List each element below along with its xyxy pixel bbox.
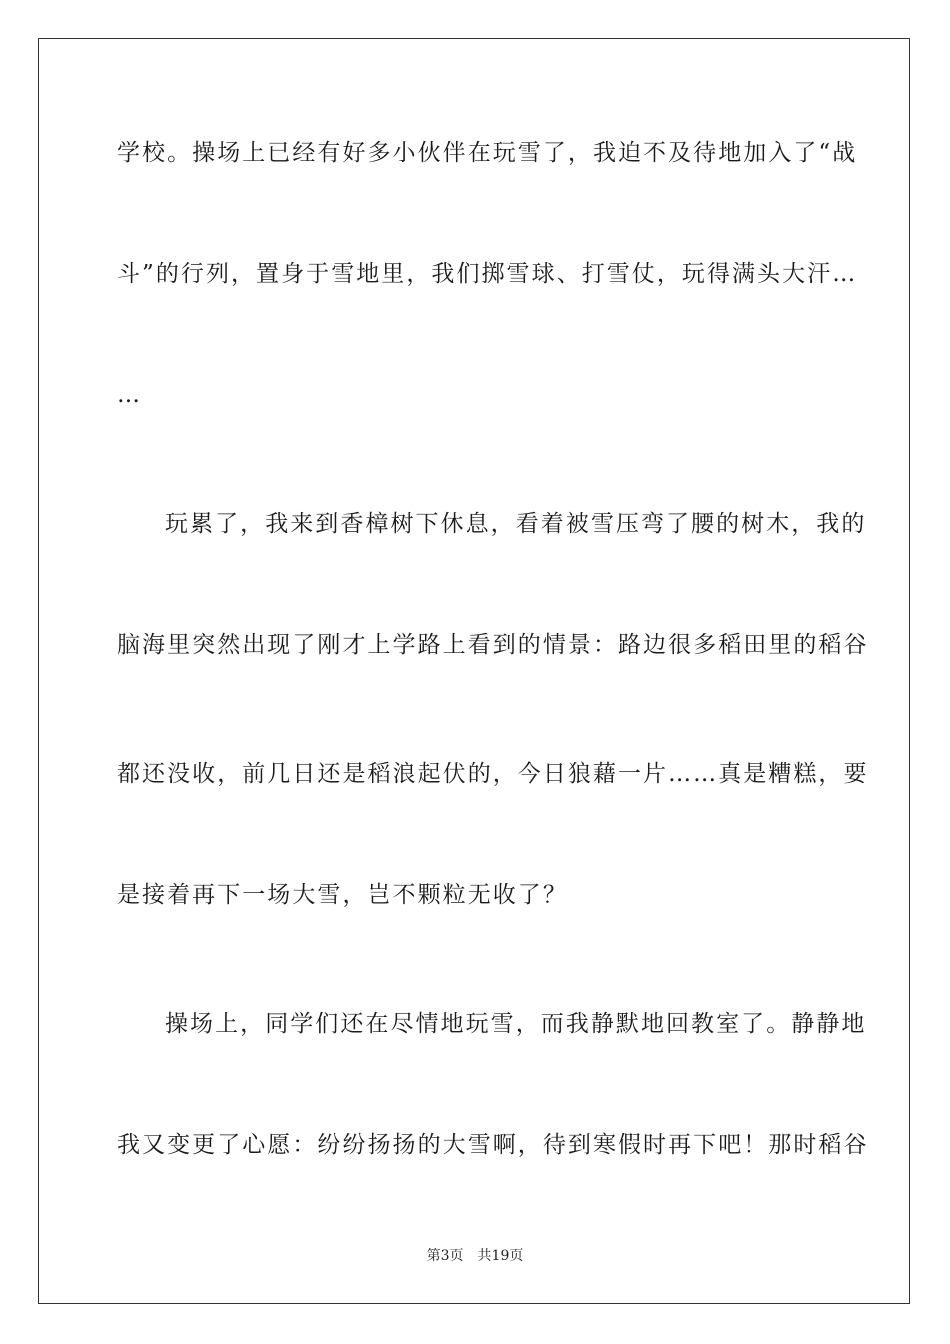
- text-line-8: 操场上，同学们还在尽情地玩雪，而我静默地回教室了。静静地: [165, 1011, 867, 1037]
- text-line-2: 斗”的行列，置身于雪地里，我们掷雪球、打雪仗，玩得满头大汗…: [117, 261, 858, 287]
- text-line-3: …: [117, 382, 143, 408]
- page-number: 第3页: [426, 1248, 464, 1264]
- page-border: [38, 38, 910, 1304]
- text-line-9: 我又变更了心愿：纷纷扬扬的大雪啊，待到寒假时再下吧！那时稻谷: [117, 1132, 869, 1158]
- page-footer: [0, 1247, 950, 1265]
- text-line-7: 是接着再下一场大雪，岂不颗粒无收了？: [117, 882, 568, 908]
- text-line-6: 都还没收，前几日还是稻浪起伏的，今日狼藉一片……真是糟糕，要: [117, 761, 869, 787]
- text-line-4: 玩累了，我来到香樟树下休息，看着被雪压弯了腰的树木，我的: [165, 511, 867, 537]
- page-total: 共19页: [477, 1248, 524, 1264]
- text-line-5: 脑海里突然出现了刚才上学路上看到的情景：路边很多稻田里的稻谷: [117, 632, 869, 658]
- text-line-1: 学校。操场上已经有好多小伙伴在玩雪了，我迫不及待地加入了“战: [117, 140, 858, 166]
